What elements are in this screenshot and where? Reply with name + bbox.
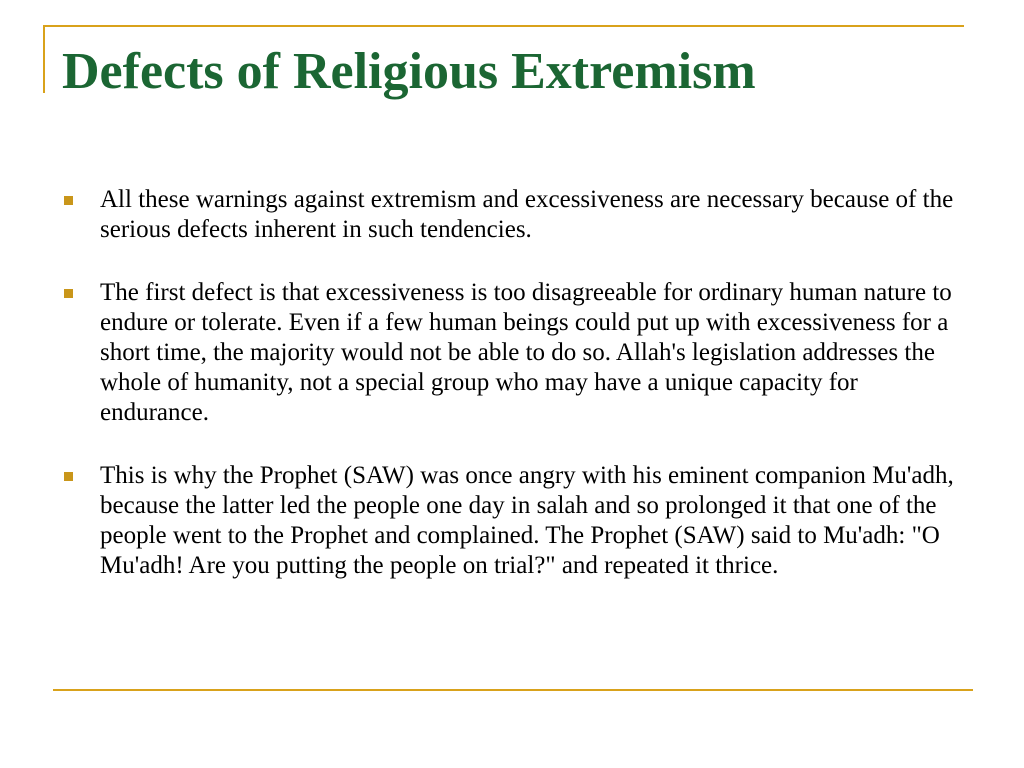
top-accent-rule [43, 25, 964, 27]
square-bullet-icon [64, 289, 73, 298]
bullet-text: This is why the Prophet (SAW) was once angry with his eminent companion Mu'adh, because the latter led the people one day in salah and so prolonged it that one of the people went to the Prophet and complained. The Prophet (SAW) said to Mu'adh: "O Mu'adh! Are you putting the people on trial?" and repeated it thrice. [100, 462, 954, 579]
bullet-text: The first defect is that excessiveness is too disagreeable for ordinary human nature to endure or tolerate. Even if a few human beings could put up with excessiveness for a short time, the majority would not be able to do so. Allah's legislation addresses the whole of humanity, not a special group who may have a unique capacity for endurance. [100, 279, 952, 426]
square-bullet-icon [64, 472, 73, 481]
bullet-item [62, 185, 972, 245]
bullet-text: All these warnings against extremism and excessiveness are necessary because of the serious defects inherent in such tendencies. [100, 186, 954, 243]
left-accent-rule [43, 25, 45, 93]
bullet-item [62, 278, 972, 428]
slide-title: Defects of Religious Extremism [62, 43, 756, 100]
square-bullet-icon [64, 196, 73, 205]
bullet-list [62, 185, 972, 614]
bottom-accent-rule [53, 689, 973, 691]
bullet-item [62, 461, 972, 581]
